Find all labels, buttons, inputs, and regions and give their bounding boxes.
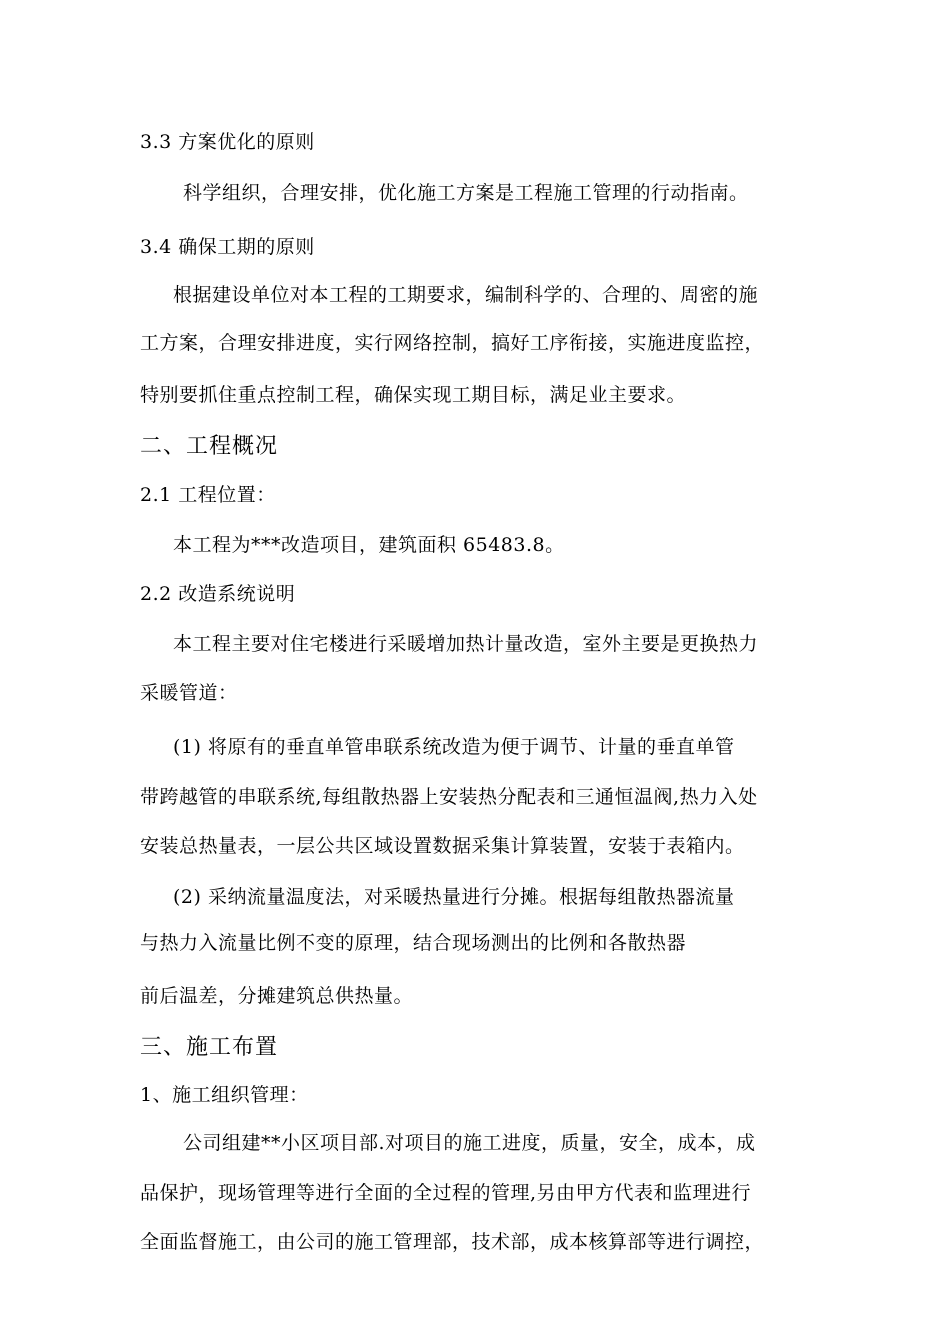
list-item-1-line-1: (1) 将原有的垂直单管串联系统改造为便于调节、计量的垂直单管 — [173, 736, 735, 758]
section-2-2-paragraph-line-2: 采暖管道： — [140, 682, 238, 704]
list-item-1-line-2: 带跨越管的串联系统,每组散热器上安装热分配表和三通恒温阀,热力入处 — [140, 786, 758, 808]
section-3-4-paragraph-line-3: 特别要抓住重点控制工程，确保实现工期目标，满足业主要求。 — [140, 384, 687, 406]
section-3-4-paragraph-line-1: 根据建设单位对本工程的工期要求，编制科学的、合理的、周密的施 — [173, 284, 759, 306]
chapter-2-heading: 二、工程概况 — [140, 434, 279, 459]
section-2-1-heading: 2.1 工程位置： — [140, 484, 276, 506]
section-2-2-heading: 2.2 改造系统说明 — [140, 583, 296, 605]
section-1-paragraph-line-3: 全面监督施工，由公司的施工管理部，技术部，成本核算部等进行调控， — [140, 1231, 765, 1253]
section-1-paragraph-line-1: 公司组建**小区项目部.对项目的施工进度，质量，安全，成本，成 — [183, 1132, 756, 1154]
chapter-3-heading: 三、施工布置 — [140, 1035, 279, 1060]
section-2-2-paragraph-line-1: 本工程主要对住宅楼进行采暖增加热计量改造，室外主要是更换热力 — [173, 633, 759, 655]
section-2-1-paragraph: 本工程为***改造项目，建筑面积 65483.8。 — [173, 534, 565, 556]
section-3-3-heading: 3.3 方案优化的原则 — [140, 131, 315, 153]
section-3-4-paragraph-line-2: 工方案，合理安排进度，实行网络控制，搞好工序衔接，实施进度监控， — [140, 332, 765, 354]
list-item-1-line-3: 安装总热量表，一层公共区域设置数据采集计算装置，安装于表箱内。 — [140, 835, 745, 857]
list-item-2-line-1: (2) 采纳流量温度法，对采暖热量进行分摊。根据每组散热器流量 — [173, 886, 735, 908]
list-item-2-line-2: 与热力入流量比例不变的原理，结合现场测出的比例和各散热器 — [140, 932, 687, 954]
section-3-4-heading: 3.4 确保工期的原则 — [140, 236, 315, 258]
list-item-2-line-3: 前后温差，分摊建筑总供热量。 — [140, 985, 414, 1007]
section-1-heading: 1、施工组织管理： — [140, 1084, 309, 1106]
section-3-3-paragraph: 科学组织，合理安排，优化施工方案是工程施工管理的行动指南。 — [183, 182, 749, 204]
section-1-paragraph-line-2: 品保护，现场管理等进行全面的全过程的管理,另由甲方代表和监理进行 — [140, 1182, 752, 1204]
